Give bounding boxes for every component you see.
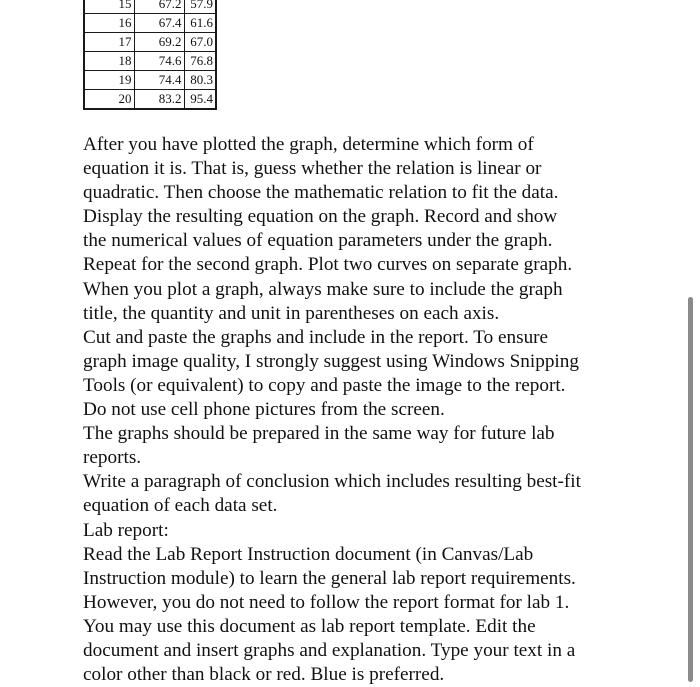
text-line: When you plot a graph, always make sure to include the graph <box>83 278 563 300</box>
table-cell-value-a: 83.2 <box>134 90 184 110</box>
text-line: color other than black or red. Blue is preferred. <box>83 664 445 686</box>
text-line: Write a paragraph of conclusion which includes resulting best-fit <box>83 471 581 493</box>
text-line: equation it is. That is, guess whether the relation is linear or <box>83 158 542 180</box>
text-line: document and insert graphs and explanation. Type your text in a <box>83 639 576 661</box>
table-row <box>84 90 216 110</box>
vertical-scrollbar[interactable] <box>688 297 693 682</box>
data-table <box>83 0 217 110</box>
text-line: Instruction module) to learn the general lab report requirements. <box>83 567 576 589</box>
table-cell-value-b: 67.0 <box>184 33 216 52</box>
text-line: Repeat for the second graph. Plot two curves on separate graph. <box>83 254 573 276</box>
table-cell-value-b: 57.9 <box>184 0 216 14</box>
text-line: You may use this document as lab report template. Edit the <box>83 615 536 637</box>
text-line: Cut and paste the graphs and include in the report. To ensure <box>83 326 549 348</box>
table-cell-value-b: 76.8 <box>184 52 216 71</box>
table-cell-value-b: 61.6 <box>184 14 216 33</box>
text-line: equation of each data set. <box>83 495 278 517</box>
table-row <box>84 0 216 14</box>
table-row <box>84 14 216 33</box>
instructions-paragraph <box>83 133 628 687</box>
table-row <box>84 71 216 90</box>
table-row <box>84 33 216 52</box>
text-line: Display the resulting equation on the graph. Record and show <box>83 206 558 228</box>
text-line: quadratic. Then choose the mathematic relation to fit the data. <box>83 182 559 204</box>
text-line: reports. <box>83 447 142 469</box>
table-cell-value-a: 69.2 <box>134 33 184 52</box>
table-cell-value-b: 80.3 <box>184 71 216 90</box>
table-cell-index: 18 <box>84 52 134 71</box>
text-line: Lab report: <box>83 519 169 541</box>
table-cell-index: 20 <box>84 90 134 110</box>
text-line: Do not use cell phone pictures from the screen. <box>83 399 445 421</box>
table-cell-index: 17 <box>84 33 134 52</box>
table-cell-value-a: 74.6 <box>134 52 184 71</box>
table-row <box>84 52 216 71</box>
table-cell-value-a: 67.2 <box>134 0 184 14</box>
text-line: Tools (or equivalent) to copy and paste the image to the report. <box>83 374 566 396</box>
table-cell-index: 19 <box>84 71 134 90</box>
text-line: However, you do not need to follow the report format for lab 1. <box>83 591 570 613</box>
table-cell-value-b: 95.4 <box>184 90 216 110</box>
text-line: graph image quality, I strongly suggest using Windows Snipping <box>83 350 579 372</box>
text-line: After you have plotted the graph, determine which form of <box>83 134 534 155</box>
table-cell-index: 15 <box>84 0 134 14</box>
text-line: The graphs should be prepared in the same way for future lab <box>83 423 555 445</box>
table-cell-value-a: 67.4 <box>134 14 184 33</box>
text-line: title, the quantity and unit in parentheses on each axis. <box>83 302 500 324</box>
text-line: the numerical values of equation parameters under the graph. <box>83 230 553 252</box>
text-line: Read the Lab Report Instruction document (in Canvas/Lab <box>83 543 534 565</box>
table-cell-value-a: 74.4 <box>134 71 184 90</box>
table-cell-index: 16 <box>84 14 134 33</box>
